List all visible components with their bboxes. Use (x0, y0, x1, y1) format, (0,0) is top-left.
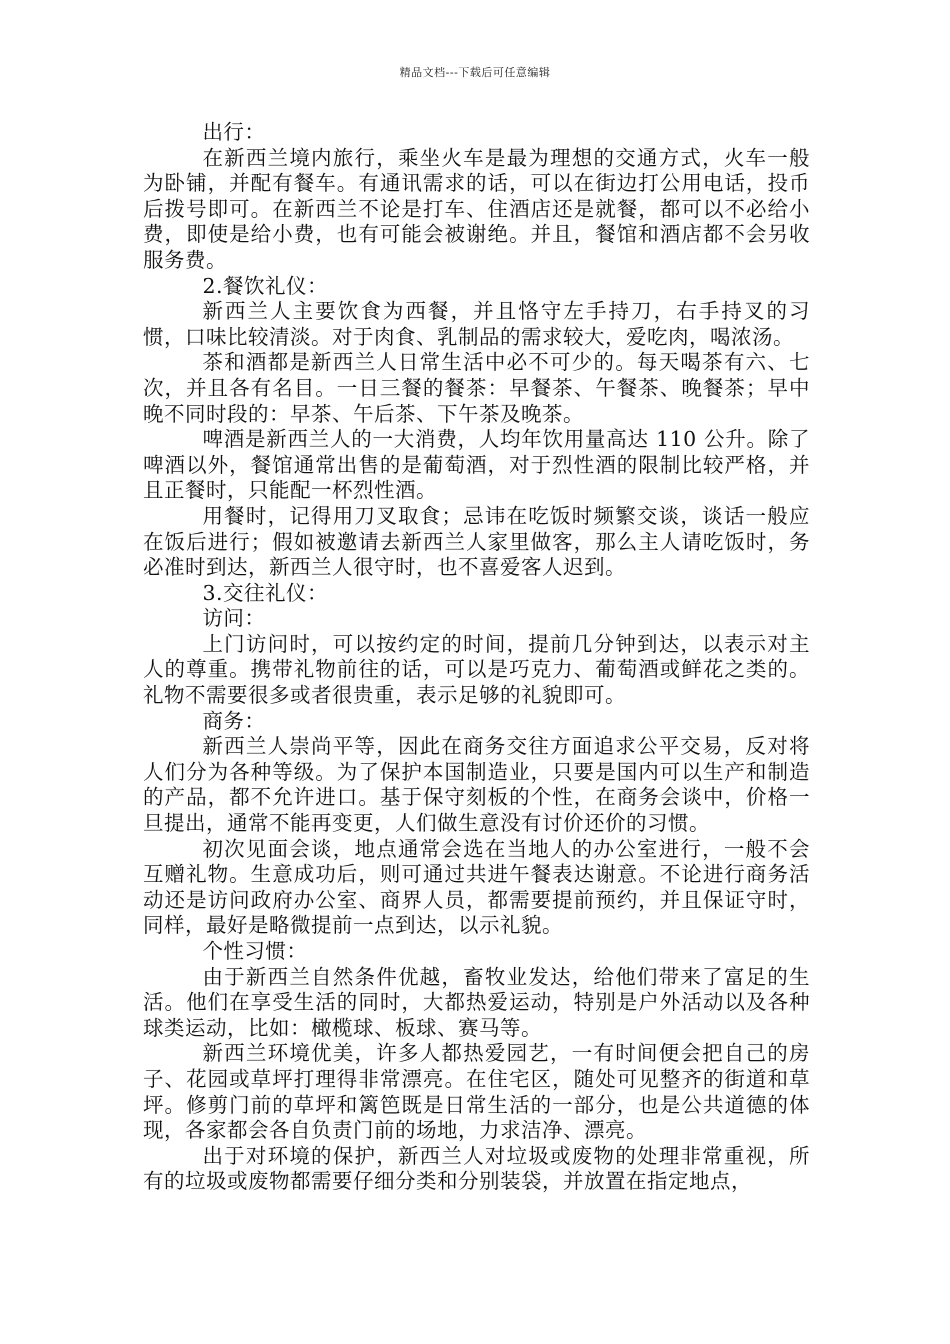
paragraph-dining-beer: 啤酒是新西兰人的一大消费，人均年饮用量高达 110 公升。除了啤酒以外，餐馆通常出售的是葡萄酒，对于烈性酒的限制比较严格，并且正餐时，只能配一杯烈性酒。 (143, 427, 810, 503)
paragraph-dining-heading: 2.餐饮礼仪： (202, 273, 328, 298)
paragraph-dining-food: 新西兰人主要饮食为西餐，并且恪守左手持刀，右手持叉的习惯，口味比较清淡。对于肉食、乳制品的需求较大，爱吃肉，喝浓汤。 (143, 299, 810, 349)
paragraph-habits-heading: 个性习惯： (202, 939, 308, 963)
paragraph-habits-sports: 由于新西兰自然条件优越，畜牧业发达，给他们带来了富足的生活。他们在享受生活的同时，大都热爱运动，特别是户外活动以及各种球类运动，比如：橄榄球、板球、赛马等。 (143, 964, 810, 1040)
paragraph-business-meeting: 初次见面会谈，地点通常会选在当地人的办公室进行，一般不会互赠礼物。生意成功后，则可通过共进午餐表达谢意。不论进行商务活动还是访问政府办公室、商界人员，都需要提前预约，并且保证守时，同样，最好是略微提前一点到达，以示礼貌。 (143, 836, 810, 938)
paragraph-visit-heading: 访问： (202, 606, 266, 631)
document-body (143, 120, 810, 1195)
paragraph-habits-gardening: 新西兰环境优美，许多人都热爱园艺，一有时间便会把自己的房子、花园或草坪打理得非常漂亮。在住宅区，随处可见整齐的街道和草坪。修剪门前的草坪和篱笆既是日常生活的一部分，也是公共道德的体现，各家都会各自负责门前的场地，力求洁净、漂亮。 (143, 1041, 810, 1143)
paragraph-visit-body: 上门访问时，可以按约定的时间，提前几分钟到达，以表示对主人的尊重。携带礼物前往的话，可以是巧克力、葡萄酒或鲜花之类的。礼物不需要很多或者很贵重，表示足够的礼貌即可。 (143, 631, 810, 708)
paragraph-dining-manners: 用餐时，记得用刀叉取食；忌讳在吃饭时频繁交谈，谈话一般应在饭后进行；假如被邀请去新西兰人家里做客，那么主人请吃饭时，务必准时到达，新西兰人很守时，也不喜爱客人迟到。 (143, 503, 810, 580)
paragraph-social-heading: 3.交往礼仪： (202, 580, 328, 605)
paragraph-business-body: 新西兰人崇尚平等，因此在商务交往方面追求公平交易，反对将人们分为各种等级。为了保护本国制造业，只要是国内可以生产和制造的产品，都不允许进口。基于保守刻板的个性，在商务会谈中，价格一旦提出，通常不能再变更，人们做生意没有讨价还价的习惯。 (143, 734, 810, 836)
paragraph-habits-waste: 出于对环境的保护，新西兰人对垃圾或废物的处理非常重视，所有的垃圾或废物都需要仔细分类和分别装袋，并放置在指定地点， (143, 1143, 810, 1194)
paragraph-business-heading: 商务： (202, 708, 266, 733)
paragraph-travel-heading: 出行： (202, 120, 266, 144)
paragraph-travel-body: 在新西兰境内旅行，乘坐火车是最为理想的交通方式，火车一般为卧铺，并配有餐车。有通讯需求的话，可以在街边打公用电话，投币后拨号即可。在新西兰不论是打车、住酒店还是就餐，都可以不必给小费，即使是给小费，也有可能会被谢绝。并且，餐馆和酒店都不会另收服务费。 (143, 145, 810, 272)
paragraph-dining-tea: 茶和酒都是新西兰人日常生活中必不可少的。每天喝茶有六、七次，并且各有名目。一日三餐的餐茶：早餐茶、午餐茶、晚餐茶；早中晚不同时段的：早茶、午后茶、下午茶及晚茶。 (143, 350, 810, 426)
page-header: 精品文档---下载后可任意编辑 (399, 66, 551, 79)
